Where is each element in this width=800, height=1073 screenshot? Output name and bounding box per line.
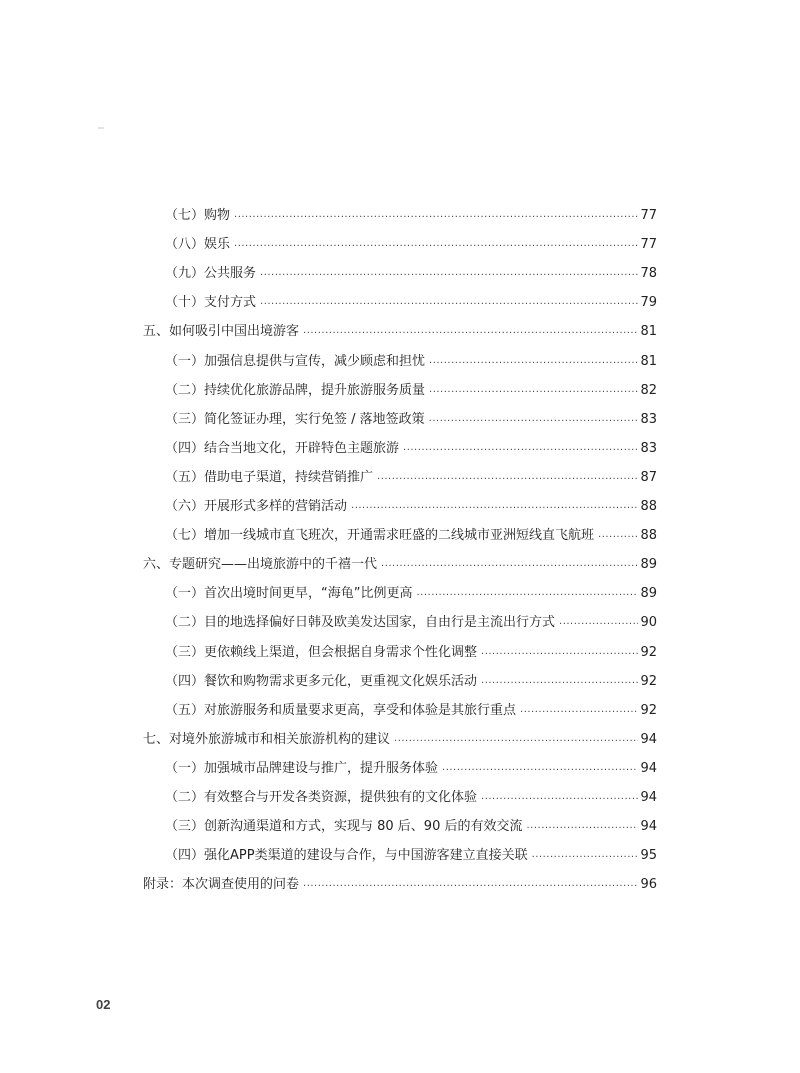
toc-leader-dots: [532, 849, 639, 861]
toc-leader-dots: [416, 587, 638, 599]
toc-leader-dots: [394, 733, 638, 745]
toc-leader-dots: [559, 616, 638, 628]
toc-entry-title: （二）有效整合与开发各类资源，提供独有的文化体验: [165, 789, 478, 805]
toc-entry-page: 92: [640, 673, 657, 689]
toc-entry[interactable]: [143, 428, 657, 457]
toc-entry-page: 94: [640, 760, 657, 776]
toc-entry-page: 82: [640, 382, 657, 398]
toc-entry-page: 81: [640, 324, 657, 340]
toc-leader-dots: [303, 325, 638, 337]
toc-leader-dots: [234, 209, 638, 221]
toc-entry-title: 七、对境外旅游城市和相关旅游机构的建议: [143, 731, 391, 747]
toc-entry-page: 89: [640, 557, 657, 573]
toc-entry-page: 79: [640, 295, 657, 311]
toc-entry-title: （十）支付方式: [165, 295, 257, 311]
toc-entry-title: （三）简化签证办理，实行免签 / 落地签政策: [165, 411, 425, 427]
toc-entry-title: （一）加强信息提供与宣传，减少顾虑和担忧: [165, 353, 426, 369]
toc-leader-dots: [598, 529, 638, 541]
toc-entry[interactable]: [143, 806, 657, 835]
toc-entry-page: 78: [640, 266, 657, 282]
toc-entry-title: （九）公共服务: [165, 266, 257, 282]
toc-leader-dots: [403, 442, 638, 454]
toc-entry-title: （三）创新沟通渠道和方式，实现与 80 后、90 后的有效交流: [165, 819, 523, 835]
toc-entry-page: 94: [640, 731, 657, 747]
toc-entry-page: 90: [640, 615, 657, 631]
toc-leader-dots: [260, 296, 638, 308]
toc-entry[interactable]: [143, 690, 657, 719]
toc-leader-dots: [429, 413, 639, 425]
toc-entry-page: 88: [640, 499, 657, 515]
toc-entry-page: 92: [640, 702, 657, 718]
toc-leader-dots: [303, 878, 638, 890]
toc-entry-title: （五）对旅游服务和质量要求更高，享受和体验是其旅行重点: [165, 702, 517, 718]
toc-entry-title: （五）借助电子渠道，持续营销推广: [165, 469, 374, 485]
toc-leader-dots: [429, 355, 638, 367]
toc-entry-title: （七）购物: [165, 208, 231, 224]
toc-entry[interactable]: [143, 340, 657, 369]
toc-entry-title: （一）加强城市品牌建设与推广，提升服务体验: [165, 760, 439, 776]
page-number: 02: [96, 997, 111, 1012]
toc-leader-dots: [481, 675, 638, 687]
toc-entry-page: 77: [640, 237, 657, 253]
toc-leader-dots: [481, 791, 638, 803]
toc-entry[interactable]: [143, 631, 657, 660]
toc-entry-page: 83: [640, 411, 657, 427]
decorative-mark: [98, 127, 104, 129]
toc-entry[interactable]: [143, 282, 657, 311]
toc-entry[interactable]: [143, 253, 657, 282]
toc-leader-dots: [429, 384, 638, 396]
toc-entry-page: 96: [640, 877, 657, 893]
toc-entry-title: （七）增加一线城市直飞班次，开通需求旺盛的二线城市亚洲短线直飞航班: [165, 528, 595, 544]
toc-leader-dots: [442, 762, 638, 774]
toc-entry-title: （四）结合当地文化，开辟特色主题旅游: [165, 440, 400, 456]
toc-leader-dots: [481, 646, 638, 658]
toc-entry[interactable]: [143, 486, 657, 515]
toc-entry-page: 87: [640, 469, 657, 485]
toc-entry[interactable]: [143, 195, 657, 224]
toc-leader-dots: [520, 704, 638, 716]
toc-entry-title: （四）强化APP类渠道的建设与合作，与中国游客建立直接关联: [165, 848, 528, 864]
toc-entry-page: 95: [640, 848, 657, 864]
toc-entry[interactable]: [143, 457, 657, 486]
toc-entry-page: 94: [640, 819, 657, 835]
toc-entry-page: 94: [640, 789, 657, 805]
toc-entry-page: 89: [640, 586, 657, 602]
toc-entry-title: （四）餐饮和购物需求更多元化，更重视文化娱乐活动: [165, 673, 478, 689]
toc-leader-dots: [351, 500, 638, 512]
toc-entry-title: （一）首次出境时间更早，“海龟”比例更高: [165, 586, 413, 602]
toc-entry[interactable]: [143, 311, 657, 340]
toc-entry-title: 附录：本次调查使用的问卷: [143, 877, 300, 893]
toc-leader-dots: [260, 267, 638, 279]
toc-entry[interactable]: [143, 661, 657, 690]
toc-entry-title: （六）开展形式多样的营销活动: [165, 499, 348, 515]
toc-entry-title: （三）更依赖线上渠道，但会根据自身需求个性化调整: [165, 644, 478, 660]
toc-entry[interactable]: [143, 224, 657, 253]
toc-entry[interactable]: [143, 515, 657, 544]
toc-entry[interactable]: [143, 544, 657, 573]
toc-entry[interactable]: [143, 777, 657, 806]
table-of-contents: [143, 195, 657, 893]
toc-entry-page: 92: [640, 644, 657, 660]
toc-leader-dots: [526, 820, 638, 832]
toc-entry[interactable]: [143, 573, 657, 602]
toc-entry[interactable]: [143, 370, 657, 399]
toc-entry-page: 88: [640, 528, 657, 544]
toc-entry[interactable]: [143, 748, 657, 777]
toc-entry[interactable]: [143, 719, 657, 748]
toc-entry-page: 83: [640, 440, 657, 456]
toc-leader-dots: [234, 238, 638, 250]
toc-entry[interactable]: [143, 835, 657, 864]
toc-entry-title: 六、专题研究——出境旅游中的千禧一代: [143, 557, 378, 573]
toc-leader-dots: [377, 471, 638, 483]
toc-entry-page: 81: [640, 353, 657, 369]
toc-entry-title: 五、如何吸引中国出境游客: [143, 324, 300, 340]
toc-entry-title: （二）目的地选择偏好日韩及欧美发达国家，自由行是主流出行方式: [165, 615, 556, 631]
toc-entry[interactable]: [143, 864, 657, 893]
toc-entry-page: 77: [640, 208, 657, 224]
toc-entry-title: （八）娱乐: [165, 237, 231, 253]
toc-entry[interactable]: [143, 602, 657, 631]
toc-entry[interactable]: [143, 399, 657, 428]
toc-leader-dots: [381, 558, 638, 570]
toc-entry-title: （二）持续优化旅游品牌，提升旅游服务质量: [165, 382, 426, 398]
